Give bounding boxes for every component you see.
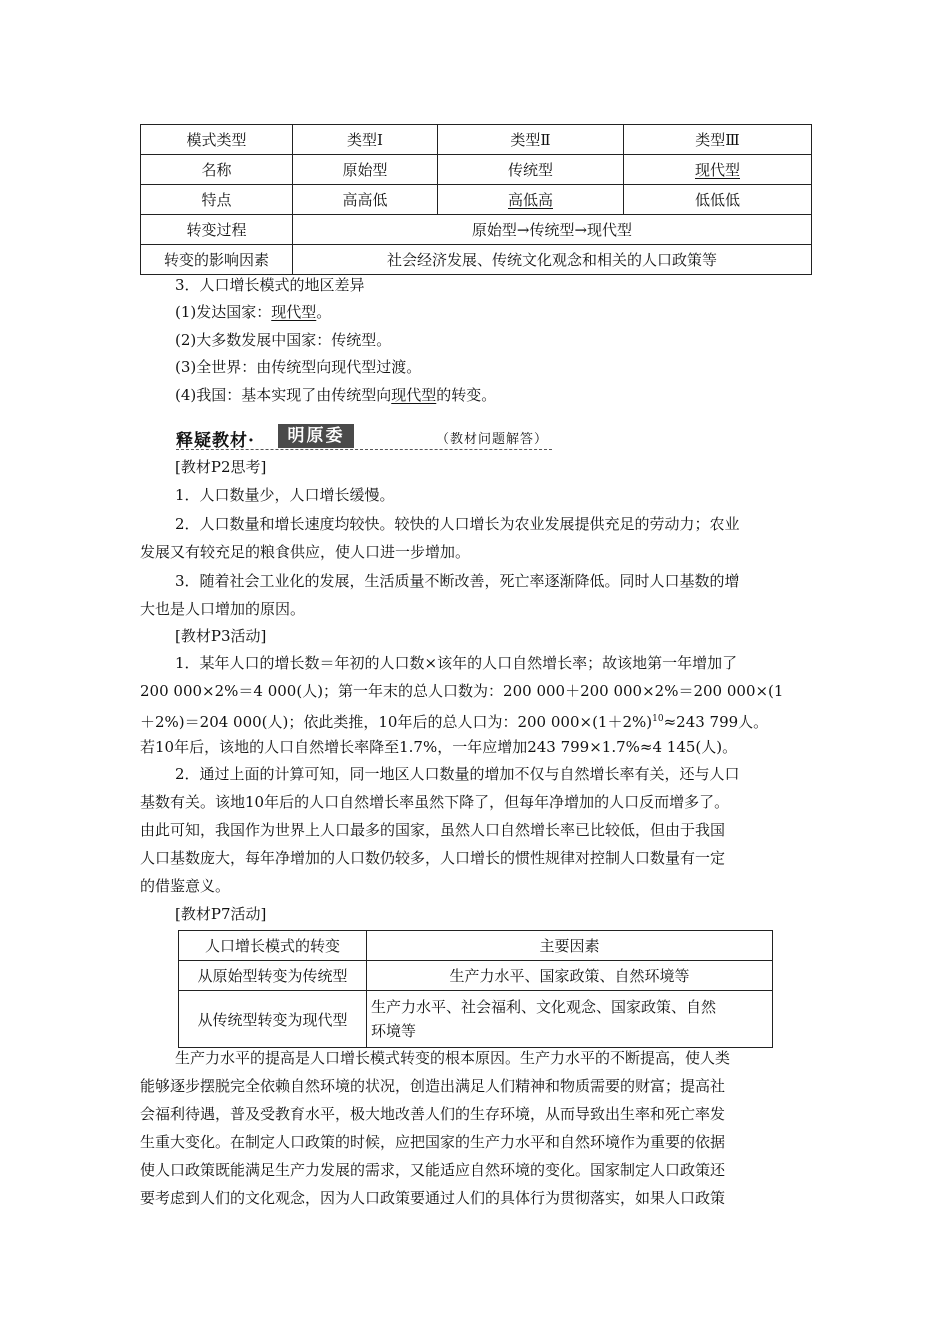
cell-line: 环境等 (371, 1022, 417, 1040)
paragraph-line: 2．人口数量和增长速度均较快。较快的人口增长为农业发展提供充足的劳动力；农业 (175, 515, 740, 533)
table-row (179, 961, 773, 991)
table-cell: 转变过程 (141, 215, 293, 245)
paragraph-line (140, 709, 820, 732)
table-row (141, 245, 812, 275)
table-cell: 从传统型转变为现代型 (179, 991, 367, 1048)
paragraph-line: 会福利待遇，普及受教育水平，极大地改善人们的生存环境，从而导致出生率和死亡率发 (140, 1105, 726, 1123)
paragraph-line: 的借鉴意义。 (140, 877, 231, 895)
list-item: (2)大多数发展中国家：传统型。 (175, 331, 392, 349)
table-cell (624, 155, 812, 185)
table-cell: 原始型→传统型→现代型 (293, 215, 812, 245)
formula-text: ≈243 799人。 (663, 713, 769, 731)
table-row (141, 215, 812, 245)
paragraph-line: 人口基数庞大，每年净增加的人口数仍较多，人口增长的惯性规律对控制人口数量有一定 (140, 849, 726, 867)
list-item (175, 302, 855, 322)
table-cell (367, 991, 773, 1048)
answer-underlined: 现代型 (271, 303, 317, 321)
table-cell: 转变的影响因素 (141, 245, 293, 275)
banner-title: 释疑教材· (176, 431, 255, 451)
factors-table (178, 930, 773, 1048)
table-cell (438, 185, 624, 215)
table-cell: 生产力水平、国家政策、自然环境等 (367, 961, 773, 991)
paragraph-line: 3．随着社会工业化的发展，生活质量不断改善，死亡率逐渐降低。同时人口基数的增 (175, 572, 740, 590)
table-cell: 类型Ⅲ (624, 125, 812, 155)
dashed-divider (176, 449, 552, 450)
table-cell: 原始型 (293, 155, 438, 185)
section-title: 3．人口增长模式的地区差异 (175, 276, 365, 294)
table-cell: 模式类型 (141, 125, 293, 155)
paragraph-line: 发展又有较充足的粮食供应，使人口进一步增加。 (140, 543, 471, 561)
table-cell: 社会经济发展、传统文化观念和相关的人口政策等 (293, 245, 812, 275)
section-banner (176, 424, 552, 452)
table-row (141, 155, 812, 185)
paragraph-line: 生产力水平的提高是人口增长模式转变的根本原因。生产力水平的不断提高，使人类 (175, 1049, 731, 1067)
table-cell: 高高低 (293, 185, 438, 215)
table-cell: 主要因素 (367, 931, 773, 961)
table-row (141, 185, 812, 215)
paragraph-line: 200 000×2%＝4 000(人)；第一年末的总人口数为：200 000＋200 000×2%＝200 000×(1 (140, 682, 784, 700)
paragraph-line: 能够逐步摆脱完全依赖自然环境的状况，创造出满足人们精神和物质需要的财富；提高社 (140, 1077, 726, 1095)
answer-underlined: 高低高 (507, 191, 553, 209)
answer-underlined: 现代型 (694, 161, 740, 179)
paragraph-line: 由此可知，我国作为世界上人口最多的国家，虽然人口自然增长率已比较低，但由于我国 (140, 821, 726, 839)
table-cell: 从原始型转变为传统型 (179, 961, 367, 991)
item-text: (4)我国：基本实现了由传统型向 (175, 386, 392, 404)
subsection-header: [教材P3活动] (175, 627, 267, 645)
table-cell: 类型Ⅰ (293, 125, 438, 155)
table-row (179, 991, 773, 1048)
paragraph-line: 若10年后，该地的人口自然增长率降至1.7%，一年应增加243 799×1.7%≈4 145(人)。 (140, 738, 738, 756)
table-cell: 低低低 (624, 185, 812, 215)
paragraph-line: 1．人口数量少，人口增长缓慢。 (175, 486, 395, 504)
list-item: (3)全世界：由传统型向现代型过渡。 (175, 358, 422, 376)
item-text: 。 (316, 303, 332, 321)
item-text: 的转变。 (436, 386, 497, 404)
paragraph-line: 要考虑到人们的文化观念，因为人口政策要通过人们的具体行为贯彻落实，如果人口政策 (140, 1189, 726, 1207)
table-cell: 名称 (141, 155, 293, 185)
table-cell: 人口增长模式的转变 (179, 931, 367, 961)
item-text: (1)发达国家： (175, 303, 272, 321)
formula-text: ＋2%)＝204 000(人)；依此类推，10年后的总人口为：200 000×(1＋2%) (140, 713, 653, 731)
paragraph-line: 大也是人口增加的原因。 (140, 600, 306, 618)
table-row (141, 125, 812, 155)
growth-model-table (140, 124, 812, 275)
subsection-header: [教材P7活动] (175, 905, 267, 923)
paragraph-line: 使人口政策既能满足生产力发展的需求，又能适应自然环境的变化。国家制定人口政策还 (140, 1161, 726, 1179)
cell-line: 生产力水平、社会福利、文化观念、国家政策、自然 (371, 998, 717, 1016)
banner-box: 明原委 (278, 424, 354, 448)
subsection-header: [教材P2思考] (175, 458, 267, 476)
paragraph-line: 生重大变化。在制定人口政策的时候，应把国家的生产力水平和自然环境作为重要的依据 (140, 1133, 726, 1151)
table-cell: 传统型 (438, 155, 624, 185)
answer-underlined: 现代型 (391, 386, 437, 404)
paragraph-line: 2．通过上面的计算可知，同一地区人口数量的增加不仅与自然增长率有关，还与人口 (175, 765, 740, 783)
banner-subtitle: （教材问题解答） (436, 432, 549, 447)
paragraph-line: 基数有关。该地10年后的人口自然增长率虽然下降了，但每年净增加的人口反而增多了。 (140, 793, 730, 811)
exponent: 10 (652, 714, 664, 724)
table-cell: 特点 (141, 185, 293, 215)
table-cell: 类型Ⅱ (438, 125, 624, 155)
table-row (179, 931, 773, 961)
paragraph-line: 1．某年人口的增长数＝年初的人口数×该年的人口自然增长率；故该地第一年增加了 (175, 654, 738, 672)
list-item (175, 385, 855, 405)
